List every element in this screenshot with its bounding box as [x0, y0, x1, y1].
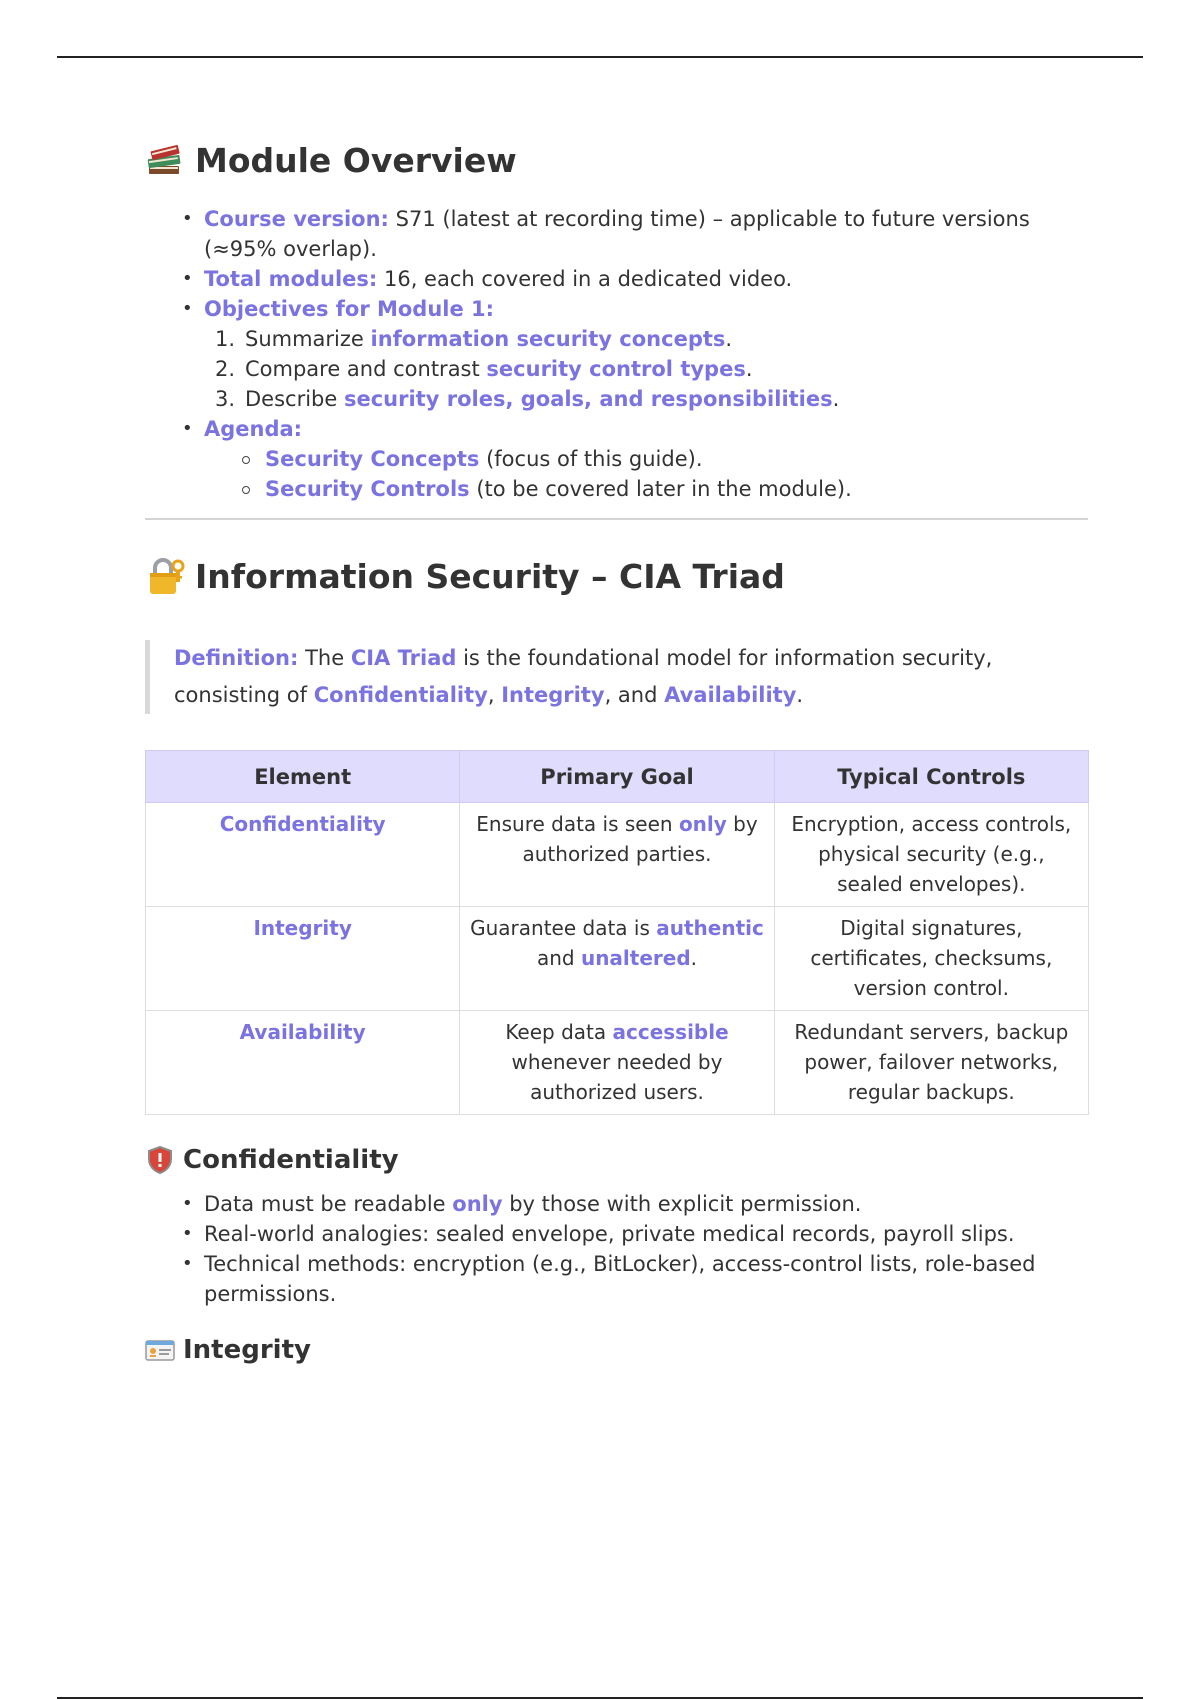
- overview-list: [145, 204, 1089, 324]
- list-item: • Agenda:: [145, 414, 1089, 444]
- table-row: [146, 1011, 1089, 1115]
- agenda-item: Security Controls (to be covered later in the module).: [145, 474, 1089, 504]
- column-header: Typical Controls: [774, 751, 1088, 803]
- shield-icon: [145, 1145, 175, 1175]
- module-overview-title: Module Overview: [195, 140, 517, 180]
- confidentiality-title: Confidentiality: [183, 1145, 399, 1175]
- lock-key-icon: [145, 556, 185, 596]
- books-icon: [145, 140, 185, 180]
- list-item: • Technical methods: encryption (e.g., BitLocker), access-control lists, role-based permissions.: [145, 1249, 1089, 1309]
- page-content: [145, 140, 1089, 1365]
- element-cell: Integrity: [146, 907, 460, 1011]
- list-item: • Total modules: 16, each covered in a dedicated video.: [145, 264, 1089, 294]
- element-cell: Availability: [146, 1011, 460, 1115]
- table-row: [146, 803, 1089, 907]
- goal-cell: Ensure data is seen only by authorized parties.: [460, 803, 774, 907]
- table-row: [146, 907, 1089, 1011]
- list-item: • Real-world analogies: sealed envelope, private medical records, payroll slips.: [145, 1219, 1089, 1249]
- bottom-rule: [57, 1697, 1143, 1699]
- confidentiality-list: [145, 1189, 1089, 1309]
- objective-item: 1. Summarize information security concepts.: [214, 327, 733, 351]
- definition-blockquote: Definition: The CIA Triad is the foundational model for information security, consisting of Confidentiality, Integrity, and Availability.: [145, 640, 1089, 714]
- controls-cell: Redundant servers, backup power, failover networks, regular backups.: [774, 1011, 1088, 1115]
- controls-cell: Encryption, access controls, physical security (e.g., sealed envelopes).: [774, 803, 1088, 907]
- module-overview-heading: [145, 140, 1089, 180]
- goal-cell: Keep data accessible whenever needed by authorized users.: [460, 1011, 774, 1115]
- agenda-sublist: [145, 444, 1089, 504]
- column-header: Primary Goal: [460, 751, 774, 803]
- list-item: • Course version: S71 (latest at recording time) – applicable to future versions (≈95% overlap).: [145, 204, 1089, 264]
- id-card-icon: [145, 1335, 175, 1365]
- top-rule: [57, 56, 1143, 58]
- cia-table: [145, 750, 1089, 1115]
- list-item: • Data must be readable only by those with explicit permission.: [145, 1189, 1089, 1219]
- cia-triad-title: Information Security – CIA Triad: [195, 556, 785, 596]
- list-item: • Objectives for Module 1:: [145, 294, 1089, 324]
- agenda-item: Security Concepts (focus of this guide).: [145, 444, 1089, 474]
- confidentiality-heading: [145, 1145, 1089, 1175]
- objective-item: 2. Compare and contrast security control types.: [214, 357, 753, 381]
- objective-item: 3. Describe security roles, goals, and responsibilities.: [214, 387, 840, 411]
- integrity-heading: [145, 1335, 1089, 1365]
- cia-triad-heading: [145, 556, 1089, 596]
- controls-cell: Digital signatures, certificates, checksums, version control.: [774, 907, 1088, 1011]
- goal-cell: Guarantee data is authentic and unaltered.: [460, 907, 774, 1011]
- integrity-title: Integrity: [183, 1335, 311, 1365]
- agenda-list: [145, 414, 1089, 444]
- element-cell: Confidentiality: [146, 803, 460, 907]
- objectives-list: [145, 324, 1089, 414]
- column-header: Element: [146, 751, 460, 803]
- table-header-row: [146, 751, 1089, 803]
